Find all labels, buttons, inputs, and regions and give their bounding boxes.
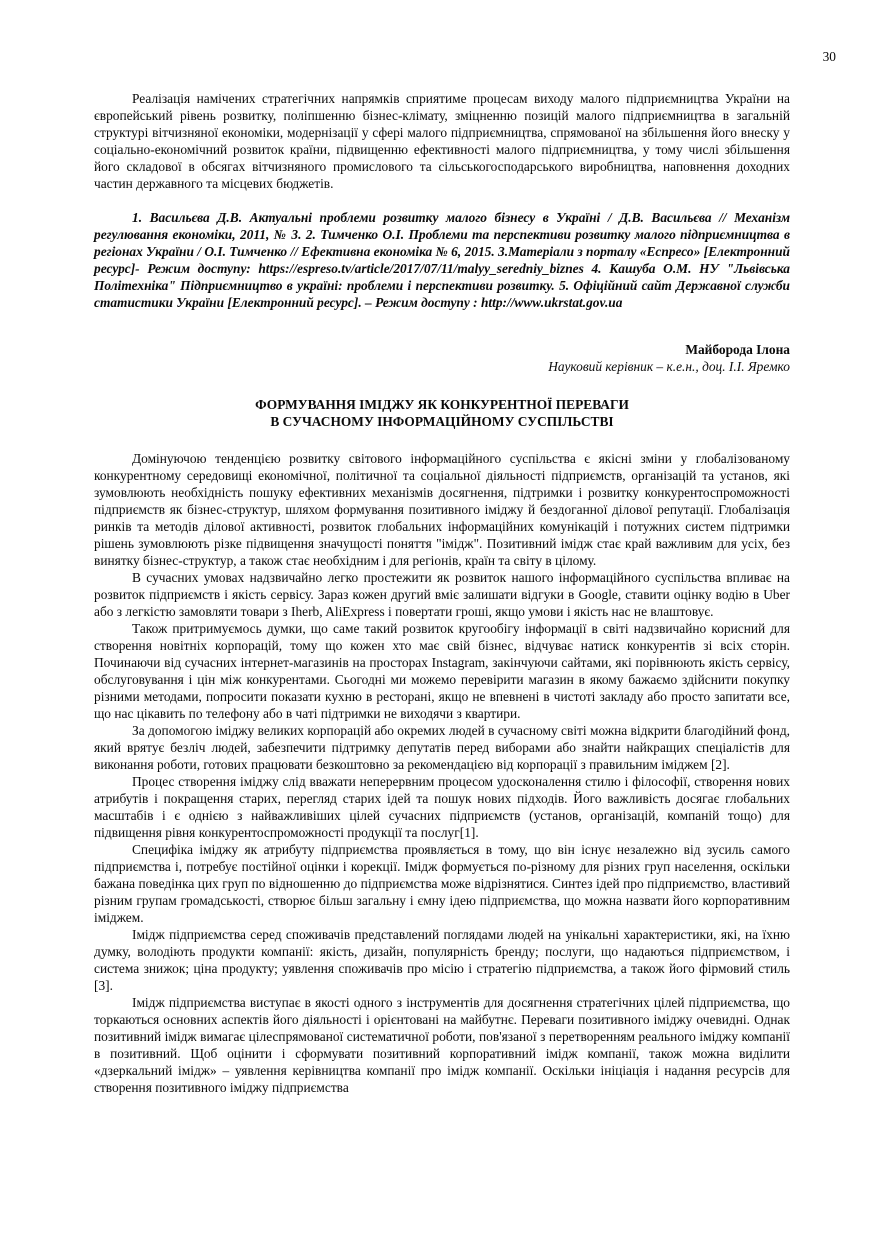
body-paragraph-7: Імідж підприємства серед споживачів представлений поглядами людей на унікальні характеристики, які, на їхню думку, володіють продукти компанії: якість, дизайн, популярність бренду; послуги, що надаються підприємством, і система знижок; ціна продукту; уявлення споживачів про місію і стратегію підприємства, а також його фірмовий стиль [3]. bbox=[94, 927, 790, 993]
intro-paragraph: Реалізація намічених стратегічних напрямків сприятиме процесам виходу малого підприємництва України на європейський рівень розвитку, поліпшенню бізнес-клімату, зміцненню позицій малого підприємництва в загальній структурі вітчизняної економіки, модернізації у сфері малого підприємництва, спрямованої на збільшення його внеску у соціально-економічний розвиток країни, підвищенню ефективності малого підприємництва, у тому числі збільшення його складової в обсягах вітчизняного промислового та сільськогосподарського виробництва, наповнення доходних частин державного та місцевих бюджетів. bbox=[94, 91, 790, 191]
body-paragraph-2: В сучасних умовах надзвичайно легко простежити як розвиток нашого інформаційного суспільства впливає на розвиток підприємств і якість сервісу. Зараз кожен другий вміє залишати відгуки в Google, ставити оцінку водію в Uber або з легкістю замовляти товари з Iherb, AliExpress і повертати гроші, якщо умови і якість нас не влаштовує. bbox=[94, 570, 790, 619]
body-paragraph-8: Імідж підприємства виступає в якості одного з інструментів для досягнення стратегічних цілей підприємства, що торкаються основних аспектів його діяльності і орієнтовані на майбутнє. Переваги позитивного іміджу очевидні. Однак позитивний імідж вимагає цілеспрямованої систематичної роботи, пов'язаної з перетворенням реального іміджу компанії в позитивний. Щоб оцінити і сформувати позитивний корпоративний імідж компанії, також можна виділити «дзеркальний імідж» – уявлення керівництва компанії про імідж компанії. Оскільки ініціація і надання ресурсів для створення позитивного іміджу підприємства bbox=[94, 995, 790, 1095]
article-title bbox=[94, 396, 790, 430]
references-paragraph: 1. Васильєва Д.В. Актуальні проблеми розвитку малого бізнесу в Україні / Д.В. Васильєва // Механізм регулювання економіки, 2011, № 3. 2. Тимченко О.І. Проблеми та перспективи розвитку малого підприємництва в регіонах України / О.І. Тимченко // Ефективна економіка № 6, 2015. 3.Матеріали з порталу «Еспресо» [Електронний ресурс]- Режим доступу: https://espreso.tv/article/2017/07/11/malyy_seredniy_biznes 4. Кашуба О.М. НУ "Львівська Політехніка" Підприємництво в україні: проблеми і перспективи розвитку. 5. Офіційний сайт Державної служби статистики України [Електронний ресурс]. – Режим доступу : http://www.ukrstat.gov.ua bbox=[94, 210, 791, 310]
body-paragraph-3: Також притримуємось думки, що саме такий розвиток кругообігу інформації в світі надзвичайно корисний для створення новітніх корпорацій, тому що кожен хто має свій бізнес, відчуває натиск конкурентів зі всіх сторін. Починаючи від сучасних інтернет-магазинів на просторах Instagram, закінчуючи сайтами, які порівнюють якість сервісу, обслуговування і цін між конкурентами. Сьогодні ми можемо перевірити магазин в якому бажаємо здійснити покупку різними методами, попросити показати кухню в ресторані, якщо не впевнені в чистоті закладу або просто запитати все, що нас цікавить по телефону або в чаті підтримки не виходячи з квартири. bbox=[94, 621, 790, 721]
article-title-line2: В СУЧАСНОМУ ІНФОРМАЦІЙНОМУ СУСПІЛЬСТВІ bbox=[270, 414, 614, 429]
body-paragraph-4: За допомогою іміджу великих корпорацій або окремих людей в сучасному світі можна відкрити благодійний фонд, який врятує безліч людей, забезпечити підтримку депутатів перед виборами або знайти найкращих спеціалістів для виконання роботи, готових працювати безкоштовно за рекомендацією від корпорації з правильним іміджем [2]. bbox=[94, 723, 790, 772]
page-number: 30 bbox=[822, 49, 836, 64]
body-paragraph-5: Процес створення іміджу слід вважати неперервним процесом удосконалення стилю і філософії, створення нових атрибутів і покращення старих, перегляд старих ідей та пошук нових підходів. Його важливість досягає глобальних масштабів і є однією з найважливіших цілей сучасних підприємств (установ, організацій, компаній тощо) для підвищення рівня конкурентоспроможності продукції та послуг[1]. bbox=[94, 774, 790, 840]
supervisor-line: Науковий керівник – к.е.н., доц. І.І. Яремко bbox=[548, 359, 790, 374]
author-name: Майборода Ілона bbox=[685, 342, 790, 357]
author-block bbox=[94, 341, 790, 375]
body-paragraph-1: Домінуючою тенденцією розвитку світового інформаційного суспільства є якісні зміни у глобалізованому конкурентному середовищі економічної, політичної та соціальної діяльності підприємств, організацій та установ, які зумовлюють необхідність пошуку ефективних механізмів досягнення, підтримки і розвитку конкурентоспроможності підприємств як бізнес-структур, шляхом формування позитивного іміджу й бездоганної ділової репутації. Глобалізація ринків та методів ділової активності, розвиток глобальних інформаційних комунікацій і потужних систем підтримки рішень зумовлюють різке підвищення значущості поняття "імідж". Позитивний імідж стає край важливим для усіх, без винятку бізнес-структур, а також стає необхідним і для регіонів, країн та світу в цілому. bbox=[94, 451, 790, 568]
article-title-line1: ФОРМУВАННЯ ІМІДЖУ ЯК КОНКУРЕНТНОЇ ПЕРЕВАГИ bbox=[255, 397, 629, 412]
body-paragraph-6: Специфіка іміджу як атрибуту підприємства проявляється в тому, що він існує незалежно від зусиль самого підприємства і, потребує постійної оцінки і корекції. Імідж формується по-різному для різних груп населення, оскільки бажана поведінка цих груп по відношенню до підприємства може відрізнятися. Синтез ідей про підприємство, властивий різним групам громадськості, створює більш загальну і ємну ідею підприємства, що можна назвати його корпоративним іміджем. bbox=[94, 842, 790, 925]
